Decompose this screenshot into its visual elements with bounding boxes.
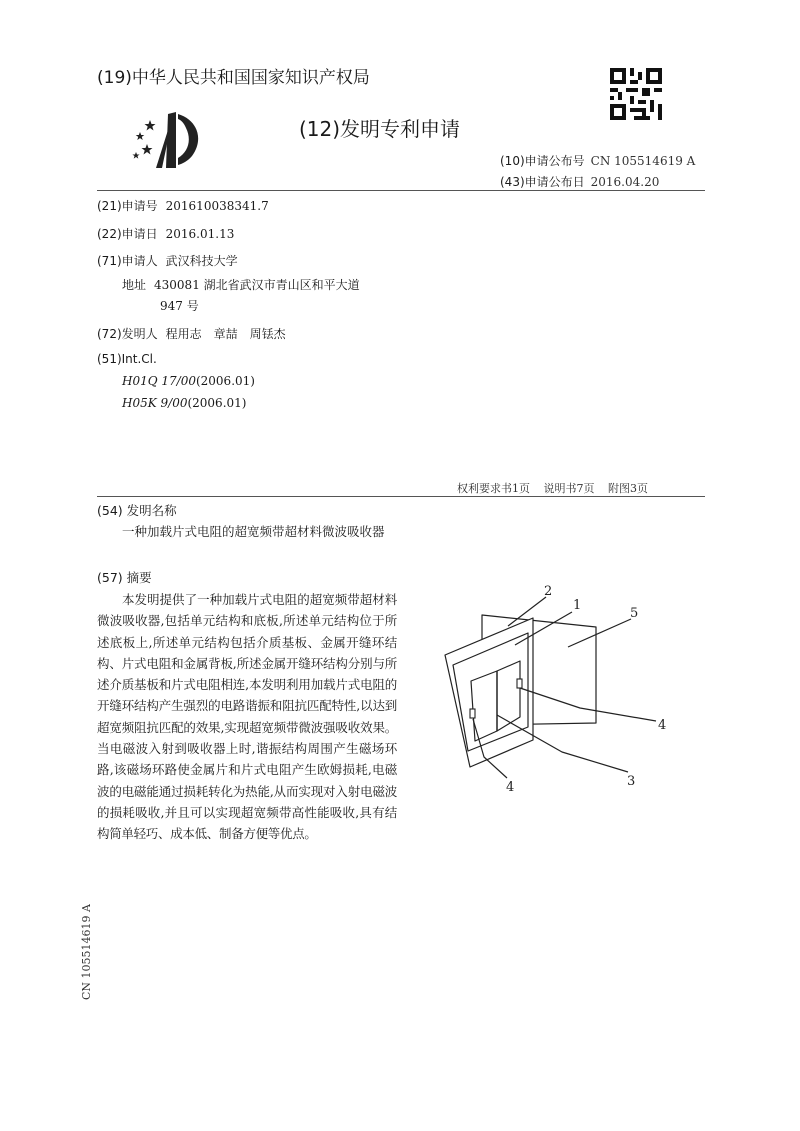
- cnipa-emblem-icon: [126, 110, 208, 172]
- abstract-text: 本发明提供了一种加载片式电阻的超宽频带超材料微波吸收器,包括单元结构和底板,所述单元结构位于所述底板上,所述单元结构包括介质基板、金属开缝环结构、片式电阻和金属背板,所述金属开缝环结构分别与所述介质基板和片式电阻相连,本发明利用加载片式电阻的开缝环结构产生强烈的电路谐振和阻抗匹配特性,以达到超宽频阻抗匹配的效果,实现超宽频带微波强吸收效果。当电磁波入射到吸收器上时,谐振结构周围产生磁场环路,该磁场环路使金属片和片式电阻产生欧姆损耗,电磁波的电磁能通过损耗转化为热能,从而实现对入射电磁波的损耗吸收,并且可以实现超宽频带高性能吸收,具有结构简单轻巧、成本低、制备方便等优点。: [97, 592, 397, 842]
- ipc-code: H05K 9/00: [122, 396, 188, 410]
- address-line-2: 947 号: [160, 299, 199, 313]
- ipc-label: (51)Int.Cl.: [97, 352, 157, 366]
- inventors-row: [97, 325, 286, 342]
- publication-number-label: (10)申请公布号: [500, 154, 585, 168]
- address-row: [122, 276, 360, 293]
- filing-date-label: (22)申请日: [97, 227, 158, 241]
- applicant: 武汉科技大学: [165, 254, 238, 268]
- title-section-label: (54) 发明名称: [97, 503, 177, 518]
- figure-label-5: 5: [630, 606, 639, 621]
- ipc-version: (2006.01): [187, 396, 247, 410]
- application-number-label: (21)申请号: [97, 199, 158, 213]
- invention-title: 一种加载片式电阻的超宽频带超材料微波吸收器: [122, 524, 385, 539]
- inventors: 程用志 章喆 周铥杰: [165, 327, 286, 341]
- ipc-entry: [122, 374, 255, 388]
- chip-resistor-left: [470, 709, 475, 718]
- qr-code-icon: [610, 68, 662, 120]
- ipc-code: H01Q 17/00: [122, 374, 196, 388]
- figure-label-4: 4: [658, 718, 667, 733]
- figure-label-4: 4: [506, 780, 515, 795]
- abstract-section-label: (57) 摘要: [97, 570, 152, 585]
- abstract-figure: [430, 575, 690, 805]
- publication-date: 2016.04.20: [590, 175, 660, 189]
- applicant-row: [97, 252, 238, 269]
- leader-5: [568, 619, 631, 647]
- leader-4-right: [520, 688, 656, 721]
- filing-date-row: [97, 225, 234, 242]
- publication-date-label: (43)申请公布日: [500, 175, 585, 189]
- side-publication-number: CN 105514619 A: [80, 904, 93, 1000]
- section-divider: [97, 496, 705, 497]
- application-number-row: [97, 197, 269, 214]
- filing-date: 2016.01.13: [165, 227, 235, 241]
- figure-label-3: 3: [627, 774, 636, 789]
- address-line-1: 430081 湖北省武汉市青山区和平大道: [154, 278, 360, 292]
- figure-label-1: 1: [573, 598, 582, 613]
- header-divider: [97, 190, 705, 191]
- chip-resistor-right: [517, 679, 522, 688]
- publication-number: CN 105514619 A: [590, 154, 696, 168]
- applicant-label: (71)申请人: [97, 254, 158, 268]
- office-name: (19)中华人民共和国国家知识产权局: [97, 68, 370, 88]
- publication-number-row: [500, 152, 695, 169]
- figure-label-2: 2: [544, 584, 553, 599]
- ipc-entry: [122, 396, 246, 410]
- publication-date-row: [500, 173, 659, 190]
- document-type: (12)发明专利申请: [299, 117, 461, 141]
- application-number: 201610038341.7: [165, 199, 269, 213]
- ipc-label-row: [97, 352, 157, 366]
- inventors-label: (72)发明人: [97, 327, 158, 341]
- address-label: 地址: [122, 278, 147, 292]
- ipc-version: (2006.01): [195, 374, 255, 388]
- page-counts: 权利要求书1页 说明书7页 附图3页: [457, 482, 648, 495]
